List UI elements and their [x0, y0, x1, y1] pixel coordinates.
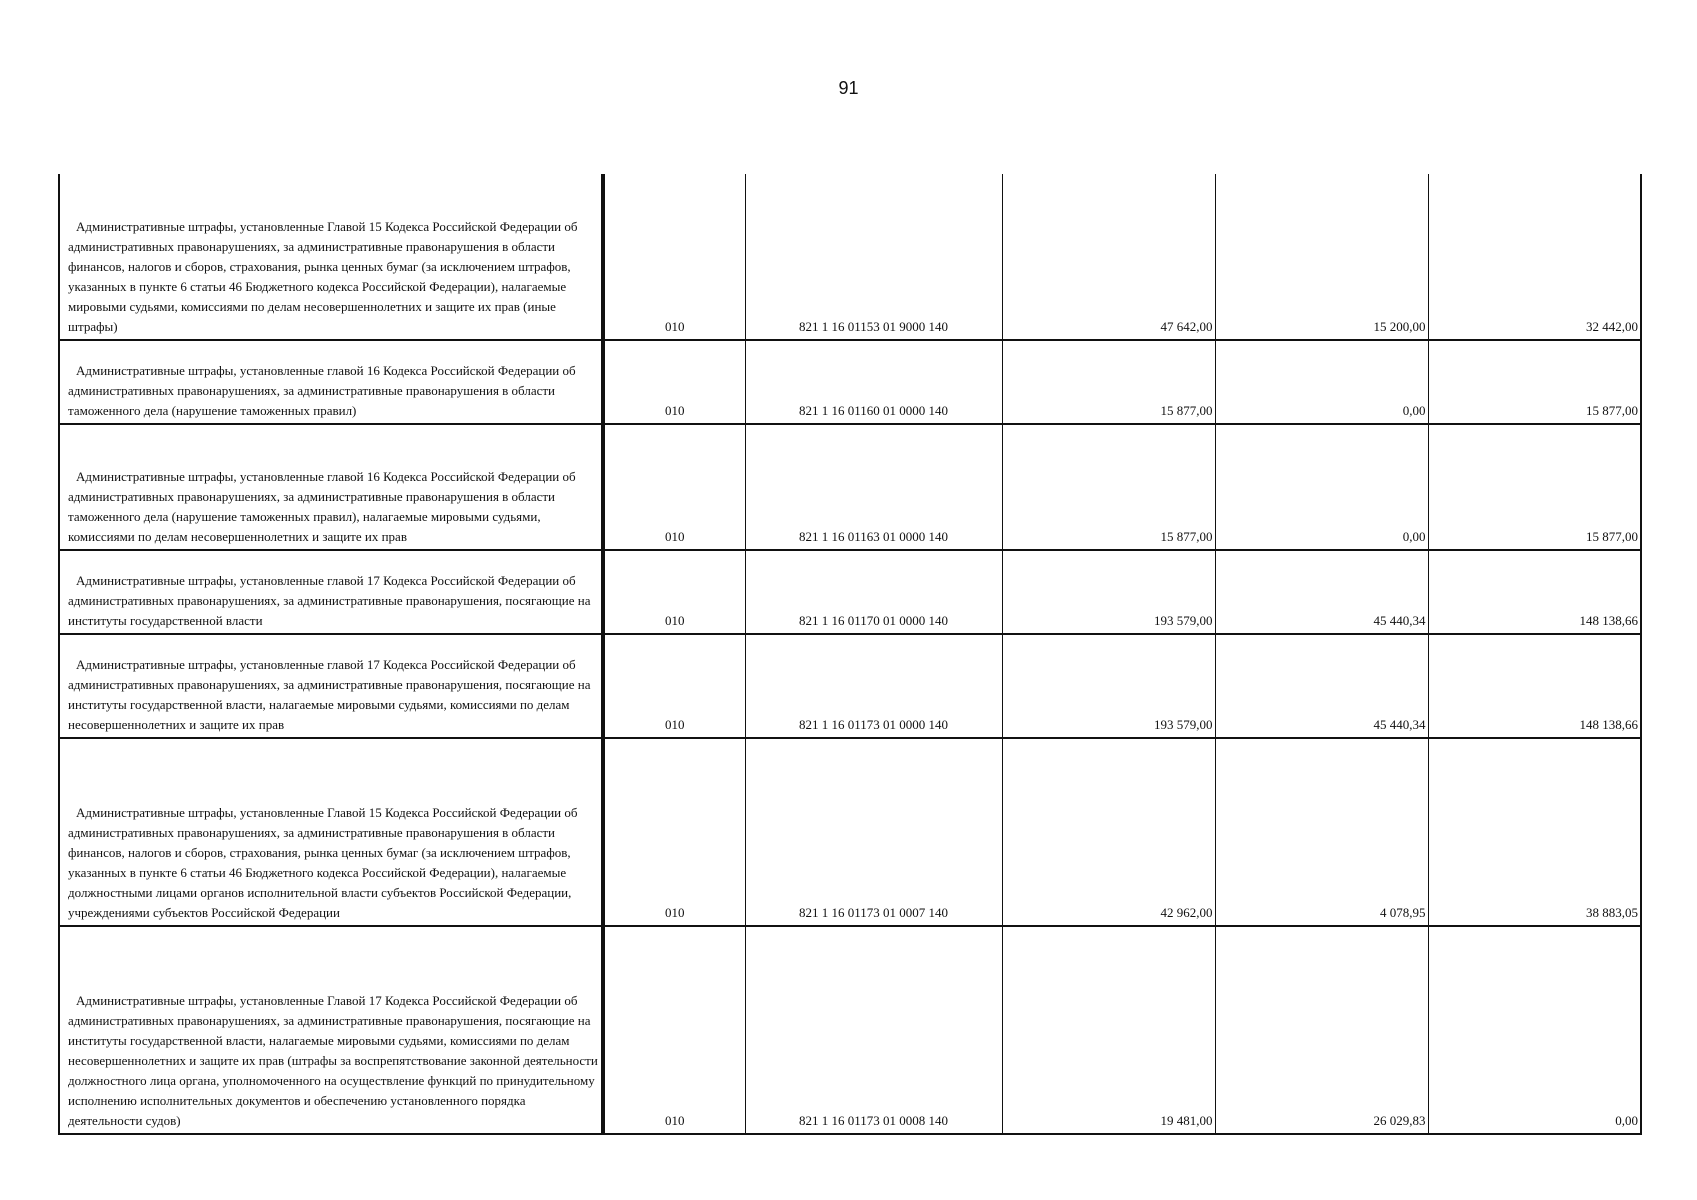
approved-amount-cell: 19 481,00	[1002, 926, 1215, 1134]
line-code-cell: 010	[603, 424, 745, 550]
executed-amount-cell: 26 029,83	[1215, 926, 1428, 1134]
approved-amount-cell: 47 642,00	[1002, 174, 1215, 340]
income-code-cell: 821 1 16 01173 01 0007 140	[745, 738, 1002, 926]
table-row	[59, 340, 1641, 424]
income-code-cell: 821 1 16 01153 01 9000 140	[745, 174, 1002, 340]
line-code-cell: 010	[603, 550, 745, 634]
income-code-cell: 821 1 16 01163 01 0000 140	[745, 424, 1002, 550]
income-name-cell: Административные штрафы, установленные главой 16 Кодекса Российской Федерации об административных правонарушениях, за административные правонарушения в области таможенного дела (нарушение таможенных правил), налагаемые мировыми судьями, комиссиями по делам несовершеннолетних и защите их прав	[59, 424, 603, 550]
executed-amount-cell: 0,00	[1215, 424, 1428, 550]
approved-amount-cell: 193 579,00	[1002, 634, 1215, 738]
line-code-cell: 010	[603, 738, 745, 926]
approved-amount-cell: 15 877,00	[1002, 424, 1215, 550]
unexecuted-amount-cell: 0,00	[1428, 926, 1641, 1134]
income-code-cell: 821 1 16 01170 01 0000 140	[745, 550, 1002, 634]
executed-amount-cell: 0,00	[1215, 340, 1428, 424]
income-name-cell: Административные штрафы, установленные главой 16 Кодекса Российской Федерации об административных правонарушениях, за административные правонарушения в области таможенного дела (нарушение таможенных правил)	[59, 340, 603, 424]
income-name-cell: Административные штрафы, установленные главой 17 Кодекса Российской Федерации об административных правонарушениях, за административные правонарушения, посягающие на институты государственной власти	[59, 550, 603, 634]
executed-amount-cell: 4 078,95	[1215, 738, 1428, 926]
table-row	[59, 174, 1641, 340]
unexecuted-amount-cell: 38 883,05	[1428, 738, 1641, 926]
table-row	[59, 424, 1641, 550]
approved-amount-cell: 42 962,00	[1002, 738, 1215, 926]
executed-amount-cell: 45 440,34	[1215, 550, 1428, 634]
income-code-cell: 821 1 16 01160 01 0000 140	[745, 340, 1002, 424]
income-name-cell: Административные штрафы, установленные Главой 15 Кодекса Российской Федерации об административных правонарушениях, за административные правонарушения в области финансов, налогов и сборов, страхования, рынка ценных бумаг (за исключением штрафов, указанных в пункте 6 статьи 46 Бюджетного кодекса Российской Федерации), налагаемые должностными лицами органов исполнительной власти субъектов Российской Федерации, учреждениями субъектов Российской Федерации	[59, 738, 603, 926]
table-row	[59, 926, 1641, 1134]
income-code-cell: 821 1 16 01173 01 0000 140	[745, 634, 1002, 738]
unexecuted-amount-cell: 32 442,00	[1428, 174, 1641, 340]
approved-amount-cell: 193 579,00	[1002, 550, 1215, 634]
line-code-cell: 010	[603, 340, 745, 424]
line-code-cell: 010	[603, 174, 745, 340]
income-name-cell: Административные штрафы, установленные Главой 17 Кодекса Российской Федерации об административных правонарушениях, за административные правонарушения, посягающие на институты государственной власти, налагаемые мировыми судьями, комиссиями по делам несовершеннолетних и защите их прав (штрафы за воспрепятствование законной деятельности должностного лица органа, уполномоченного на осуществление функций по принудительному исполнению исполнительных документов и обеспечению установленного порядка деятельности судов)	[59, 926, 603, 1134]
executed-amount-cell: 15 200,00	[1215, 174, 1428, 340]
budget-income-table	[58, 174, 1642, 1135]
unexecuted-amount-cell: 148 138,66	[1428, 550, 1641, 634]
page-number: 91	[838, 78, 859, 98]
unexecuted-amount-cell: 15 877,00	[1428, 424, 1641, 550]
unexecuted-amount-cell: 15 877,00	[1428, 340, 1641, 424]
income-name-cell: Административные штрафы, установленные главой 17 Кодекса Российской Федерации об административных правонарушениях, за административные правонарушения, посягающие на институты государственной власти, налагаемые мировыми судьями, комиссиями по делам несовершеннолетних и защите их прав	[59, 634, 603, 738]
line-code-cell: 010	[603, 926, 745, 1134]
unexecuted-amount-cell: 148 138,66	[1428, 634, 1641, 738]
line-code-cell: 010	[603, 634, 745, 738]
executed-amount-cell: 45 440,34	[1215, 634, 1428, 738]
table-row	[59, 634, 1641, 738]
income-name-cell: Административные штрафы, установленные Главой 15 Кодекса Российской Федерации об административных правонарушениях, за административные правонарушения в области финансов, налогов и сборов, страхования, рынка ценных бумаг (за исключением штрафов, указанных в пункте 6 статьи 46 Бюджетного кодекса Российской Федерации), налагаемые мировыми судьями, комиссиями по делам несовершеннолетних и защите их прав (иные штрафы)	[59, 174, 603, 340]
table-row	[59, 550, 1641, 634]
table-row	[59, 738, 1641, 926]
income-code-cell: 821 1 16 01173 01 0008 140	[745, 926, 1002, 1134]
approved-amount-cell: 15 877,00	[1002, 340, 1215, 424]
